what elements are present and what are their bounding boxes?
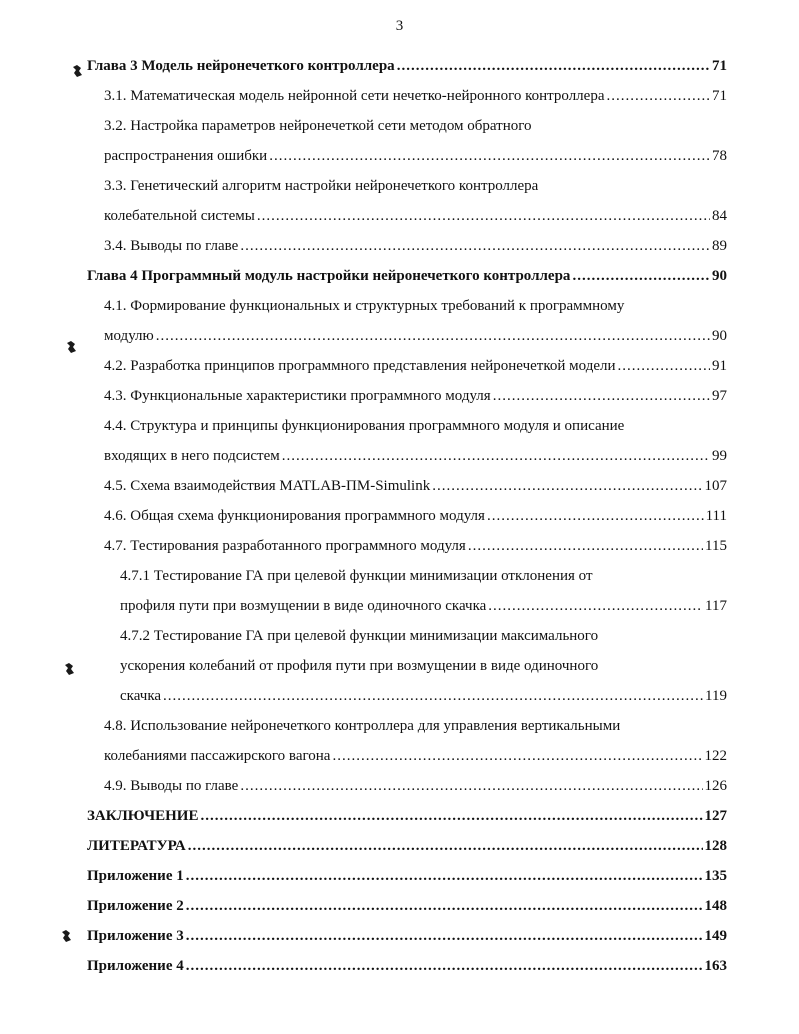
toc-entry-title: профиля пути при возмущении в виде одиночного скачка <box>120 598 487 614</box>
toc-entry <box>104 536 727 556</box>
toc-entry <box>104 146 727 166</box>
toc-entry-page: 89 <box>712 238 727 254</box>
toc-entry-title: 3.1. Математическая модель нейронной сети нечетко-нейронного контроллера <box>104 88 605 104</box>
toc-entry <box>87 896 727 916</box>
toc-entry-page: 135 <box>704 868 727 884</box>
toc-dot-leader <box>163 686 703 706</box>
scan-speck-2 <box>66 340 77 354</box>
toc-entry-title: 4.3. Функциональные характеристики программного модуля <box>104 388 491 404</box>
toc-entry <box>104 86 727 106</box>
toc-entry-title: 4.2. Разработка принципов программного представления нейронечеткой модели <box>104 358 616 374</box>
toc-entry-title: 4.5. Схема взаимодействия MATLAB-ПМ-Simulink <box>104 478 431 494</box>
toc-entry <box>87 956 727 976</box>
toc-entry <box>120 686 727 706</box>
toc-entry-page: 149 <box>704 928 727 944</box>
toc-entry <box>104 746 727 766</box>
toc-entry <box>104 206 727 226</box>
toc-entry <box>104 476 727 496</box>
toc-entry <box>120 626 727 646</box>
toc-entry-page: 84 <box>712 208 727 224</box>
toc-entry-title: 4.7.2 Тестирование ГА при целевой функции минимизации максимального <box>120 628 599 644</box>
toc-entry-page: 71 <box>712 88 727 104</box>
toc-dot-leader <box>432 476 702 496</box>
toc-entry-page: 111 <box>705 508 727 524</box>
toc-dot-leader <box>156 326 710 346</box>
toc-entry <box>104 386 727 406</box>
toc-entry <box>104 116 727 136</box>
toc-entry <box>120 566 727 586</box>
page-number: 3 <box>395 18 404 34</box>
toc-entry-title: ускорения колебаний от профиля пути при возмущении в виде одиночного <box>120 658 599 674</box>
toc-entry-title: распространения ошибки <box>104 148 268 164</box>
toc-dot-leader <box>468 536 703 556</box>
toc-entry-title: 3.2. Настройка параметров нейронечеткой сети методом обратного <box>104 118 532 134</box>
toc-entry-page: 115 <box>705 538 727 554</box>
toc-entry-title: 4.1. Формирование функциональных и структурных требований к программному <box>104 298 625 314</box>
toc-dot-leader <box>493 386 710 406</box>
toc-dot-leader <box>332 746 702 766</box>
toc-entry <box>104 416 727 436</box>
toc-entry-title: колебаниями пассажирского вагона <box>104 748 331 764</box>
toc-entry-title: Приложение 1 <box>87 868 184 884</box>
toc-entry <box>87 926 727 946</box>
toc-entry-title: Глава 4 Программный модуль настройки нейронечеткого контроллера <box>87 268 571 284</box>
toc-entry-title: Приложение 3 <box>87 928 184 944</box>
toc-entry <box>104 326 727 346</box>
toc-entry <box>87 806 727 826</box>
toc-entry-page: 163 <box>704 958 727 974</box>
toc-entry-title: Глава 3 Модель нейронечеткого контроллера <box>87 58 395 74</box>
toc-entry <box>87 266 727 286</box>
toc-dot-leader <box>186 896 703 916</box>
toc-entry-title: ЛИТЕРАТУРА <box>87 838 186 854</box>
toc-dot-leader <box>572 266 710 286</box>
toc-entry <box>104 176 727 196</box>
toc-dot-leader <box>618 356 710 376</box>
toc-entry-title: 4.7. Тестирования разработанного программного модуля <box>104 538 466 554</box>
toc-entry-page: 90 <box>712 328 727 344</box>
toc-entry <box>87 56 727 76</box>
toc-entry-page: 148 <box>704 898 727 914</box>
toc-entry-title: входящих в него подсистем <box>104 448 280 464</box>
toc-dot-leader <box>488 596 703 616</box>
toc-entry-page: 128 <box>704 838 727 854</box>
toc-dot-leader <box>282 446 710 466</box>
toc-entry-page: 122 <box>704 748 727 764</box>
toc-entry-title: колебательной системы <box>104 208 255 224</box>
toc-entry <box>87 866 727 886</box>
toc-entry <box>87 836 727 856</box>
toc-dot-leader <box>188 836 703 856</box>
toc-entry-page: 119 <box>705 688 727 704</box>
toc-entry <box>120 596 727 616</box>
toc-dot-leader <box>186 866 703 886</box>
toc-dot-leader <box>269 146 710 166</box>
toc-entry <box>120 656 727 676</box>
toc-entry-title: модулю <box>104 328 154 344</box>
toc-dot-leader <box>240 236 710 256</box>
toc-dot-leader <box>257 206 710 226</box>
toc-entry-title: Приложение 2 <box>87 898 184 914</box>
toc-entry <box>104 296 727 316</box>
toc-entry-title: 4.6. Общая схема функционирования программного модуля <box>104 508 485 524</box>
toc-entry <box>104 716 727 736</box>
toc-entry-page: 97 <box>712 388 727 404</box>
scan-speck-1 <box>72 64 83 78</box>
toc-entry-title: 4.8. Использование нейронечеткого контроллера для управления вертикальными <box>104 718 621 734</box>
toc-entry-page: 71 <box>712 58 727 74</box>
toc-entry-title: 3.4. Выводы по главе <box>104 238 239 254</box>
toc-entry-title: скачка <box>120 688 162 704</box>
toc-entry-page: 126 <box>704 778 727 794</box>
toc-entry <box>104 506 727 526</box>
toc-entry-page: 90 <box>712 268 727 284</box>
toc-entry <box>104 446 727 466</box>
toc-dot-leader <box>397 56 710 76</box>
toc-entry-page: 91 <box>712 358 727 374</box>
toc-entry-page: 78 <box>712 148 727 164</box>
toc-entry-page: 117 <box>705 598 727 614</box>
scan-speck-3 <box>64 662 75 676</box>
toc-entry <box>104 356 727 376</box>
toc-entry-title: ЗАКЛЮЧЕНИЕ <box>87 808 199 824</box>
toc-dot-leader <box>606 86 710 106</box>
toc-dot-leader <box>200 806 702 826</box>
toc-entry-title: 4.4. Структура и принципы функционирования программного модуля и описание <box>104 418 625 434</box>
toc-entry-page: 99 <box>712 448 727 464</box>
toc-entry-title: Приложение 4 <box>87 958 184 974</box>
toc-entry <box>104 236 727 256</box>
toc-entry-page: 107 <box>704 478 727 494</box>
toc-dot-leader <box>240 776 702 796</box>
toc-entry-title: 4.7.1 Тестирование ГА при целевой функции минимизации отклонения от <box>120 568 593 584</box>
toc-dot-leader <box>186 956 703 976</box>
toc-entry-title: 4.9. Выводы по главе <box>104 778 239 794</box>
toc-entry-page: 127 <box>704 808 727 824</box>
toc-entry-title: 3.3. Генетический алгоритм настройки нейронечеткого контроллера <box>104 178 539 194</box>
toc-dot-leader <box>487 506 704 526</box>
toc-dot-leader <box>186 926 703 946</box>
toc-entry <box>104 776 727 796</box>
scan-speck-4 <box>61 929 72 943</box>
